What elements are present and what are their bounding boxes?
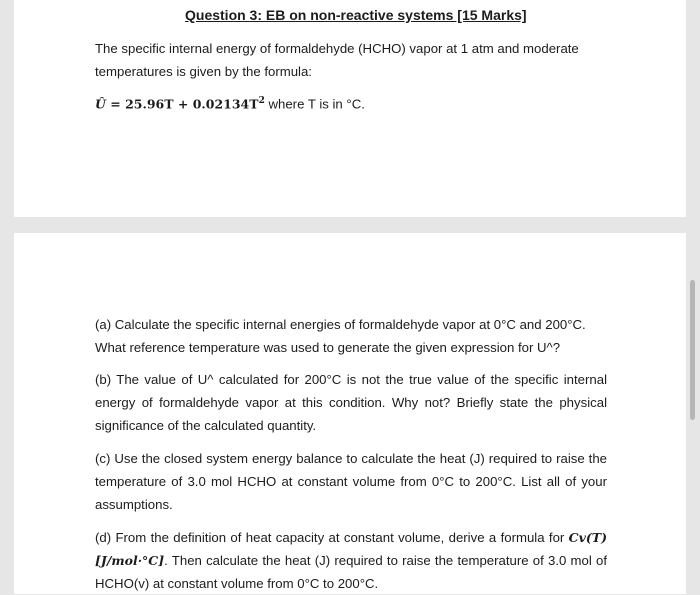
vertical-scrollbar[interactable] — [690, 280, 695, 420]
energy-formula — [95, 96, 365, 111]
part-c-text: (c) Use the closed system energy balance to calculate the heat (J) required to raise the temperature of 3.0 mol HCHO at constant volume from 0°C to 200°C. List all of your assumptions. — [95, 451, 607, 512]
formula-exponent: 2 — [258, 96, 265, 106]
part-d-prefix: (d) From the definition of heat capacity at constant volume, derive a formula for — [95, 530, 569, 545]
question-intro: The specific internal energy of formaldehyde (HCHO) vapor at 1 atm and moderate temperatures is given by the formula: — [95, 41, 579, 79]
formula-rhs: 25.96T + 0.02134T — [125, 96, 259, 112]
part-d-suffix: . Then calculate the heat (J) required to raise the temperature of 3.0 mol of HCHO(v) at constant volume from 0°C to 200°C. — [95, 553, 607, 591]
part-d-math: Cv(T)[J/mol·°C] — [95, 530, 607, 568]
formula-lhs: Û — [95, 96, 106, 112]
part-d-text — [95, 526, 607, 595]
formula-suffix: where T is in °C. — [264, 96, 365, 112]
part-b-text: (b) The value of U^ calculated for 200°C is not the true value of the specific internal energy of formaldehyde vapor at this condition. Why not? Briefly state the physical significance of the calculated quantity. — [95, 372, 607, 433]
formula-equals: = — [105, 96, 126, 112]
part-a-text: (a) Calculate the specific internal energies of formaldehyde vapor at 0°C and 200°C. What reference temperature was used to generate the given expression for U^? — [95, 317, 586, 355]
question-title: Question 3: EB on non-reactive systems [15 Marks] — [185, 7, 527, 23]
